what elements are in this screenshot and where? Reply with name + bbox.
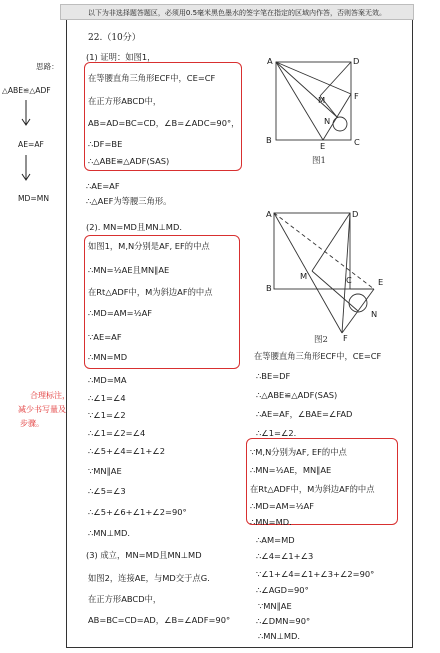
proof-line-14: ∵AE=AF bbox=[88, 332, 122, 342]
proof-line-9: (2). MN=MD且MN⊥MD. bbox=[86, 222, 182, 232]
teacher-note-line-1: 合理标注， bbox=[30, 391, 70, 400]
margin-note-step1: △ABE≌△ADF bbox=[2, 86, 51, 95]
right-proof-line-7: ∴MN=½AE，MN∥AE bbox=[250, 465, 332, 475]
proof-line-19: ∴∠1=∠2=∠4 bbox=[88, 428, 146, 438]
proof-line-21: ∵MN∥AE bbox=[88, 466, 122, 476]
right-proof-line-3: ∴△ABE≌△ADF(SAS) bbox=[256, 390, 338, 400]
proof-line-5: ∴DF=BE bbox=[88, 139, 123, 149]
right-proof-line-10: ∴MN=MD. bbox=[250, 517, 292, 527]
highlight-box-midline bbox=[84, 235, 240, 369]
proof-line-20: ∴∠5+∠4=∠1+∠2 bbox=[88, 446, 166, 456]
answer-area-instruction: 以下为非选择题答题区，必须用0.5毫米黑色墨水的签字笔在指定的区域内作答，否则答案无效。 bbox=[60, 4, 414, 20]
right-proof-line-12: ∴∠4=∠1+∠3 bbox=[256, 551, 314, 561]
proof-line-12: 在Rt△ADF中，M为斜边AF的中点 bbox=[88, 287, 213, 297]
right-proof-line-4: ∴AE=AF，∠BAE=∠FAD bbox=[256, 409, 353, 419]
figure-1-caption: 图1 bbox=[312, 156, 326, 166]
proof-line-13: ∴MD=AM=½AF bbox=[88, 308, 153, 318]
fig2-label-a: A bbox=[266, 209, 272, 219]
question-number: 22.（10分） bbox=[88, 33, 141, 43]
fig2-label-d: D bbox=[352, 209, 359, 219]
margin-arrow-2 bbox=[20, 155, 32, 183]
figure-2-caption: 图2 bbox=[314, 335, 328, 345]
fig1-label-m: M bbox=[318, 95, 326, 105]
proof-line-22: ∴∠5=∠3 bbox=[88, 486, 126, 496]
right-proof-line-15: ∵MN∥AE bbox=[258, 601, 292, 611]
right-proof-line-6: ∵M,N分别为AF, EF的中点 bbox=[250, 447, 347, 457]
proof-line-27: 在正方形ABCD中， bbox=[88, 594, 162, 604]
fig1-label-e: E bbox=[320, 141, 326, 151]
proof-line-16: ∴MD=MA bbox=[88, 375, 127, 385]
fig2-label-n: N bbox=[371, 309, 378, 319]
fig2-label-b: B bbox=[266, 283, 272, 293]
proof-line-4: AB=AD=BC=CD，∠B=∠ADC=90°， bbox=[88, 118, 240, 128]
teacher-note-line-3: 步骤。 bbox=[20, 419, 44, 428]
proof-line-1: (1) 证明：如图1， bbox=[86, 52, 156, 62]
right-proof-line-16: ∴∠DMN=90° bbox=[256, 616, 311, 626]
proof-line-2: 在等腰直角三角形ECF中，CE=CF bbox=[88, 73, 216, 83]
proof-line-25: (3) 成立，MN=MD且MN⊥MD bbox=[86, 550, 202, 560]
proof-line-24: ∴MN⊥MD. bbox=[88, 528, 131, 538]
right-proof-line-9: ∴MD=AM=½AF bbox=[250, 501, 315, 511]
proof-line-8: ∴△AEF为等腰三角形。 bbox=[86, 196, 172, 206]
fig2-label-m: M bbox=[300, 271, 308, 281]
right-proof-line-17: ∴MN⊥MD. bbox=[258, 631, 301, 641]
fig1-label-n: N bbox=[324, 116, 331, 126]
right-proof-line-8: 在Rt△ADF中，M为斜边AF的中点 bbox=[250, 484, 375, 494]
proof-line-28: AB=BC=CD=AD，∠B=∠ADF=90° bbox=[88, 615, 231, 625]
proof-line-3: 在正方形ABCD中， bbox=[88, 96, 162, 106]
right-proof-line-13: ∵∠1+∠4=∠1+∠3+∠2=90° bbox=[256, 569, 375, 579]
proof-line-6: ∴△ABE≌△ADF(SAS) bbox=[88, 156, 170, 166]
fig1-label-c: C bbox=[354, 137, 360, 147]
proof-line-7: ∴AE=AF bbox=[86, 181, 120, 191]
fig2-label-f: F bbox=[343, 333, 348, 343]
margin-note-step3: MD=MN bbox=[18, 194, 49, 203]
proof-line-18: ∵∠1=∠2 bbox=[88, 410, 126, 420]
right-proof-line-14: ∴∠AGD=90° bbox=[256, 585, 309, 595]
proof-line-10: 如图1，M,N分别是AF, EF的中点 bbox=[88, 241, 210, 251]
right-proof-line-11: ∴AM=MD bbox=[256, 535, 295, 545]
proof-line-17: ∴∠1=∠4 bbox=[88, 393, 126, 403]
proof-line-11: ∴MN=½AE且MN∥AE bbox=[88, 265, 170, 275]
right-proof-line-5: ∴∠1=∠2. bbox=[256, 428, 297, 438]
fig1-label-b: B bbox=[266, 135, 272, 145]
margin-note-step2: AE=AF bbox=[18, 140, 44, 149]
fig2-label-c: C bbox=[346, 275, 352, 285]
margin-arrow-1 bbox=[20, 100, 32, 128]
right-proof-line-2: ∴BE=DF bbox=[256, 371, 291, 381]
margin-note-label: 思路： bbox=[36, 62, 59, 71]
fig1-label-d: D bbox=[353, 56, 360, 66]
proof-line-15: ∴MN=MD bbox=[88, 352, 128, 362]
proof-line-23: ∴∠5+∠6+∠1+∠2=90° bbox=[88, 507, 187, 517]
teacher-note-line-2: 减少书写量及 bbox=[18, 405, 66, 414]
fig1-label-f: F bbox=[354, 91, 359, 101]
proof-line-26: 如图2，连接AE，与MD交于点G. bbox=[88, 573, 210, 583]
fig1-label-a: A bbox=[267, 56, 273, 66]
fig2-label-e: E bbox=[378, 277, 384, 287]
right-proof-line-1: 在等腰直角三角形ECF中，CE=CF bbox=[254, 351, 382, 361]
